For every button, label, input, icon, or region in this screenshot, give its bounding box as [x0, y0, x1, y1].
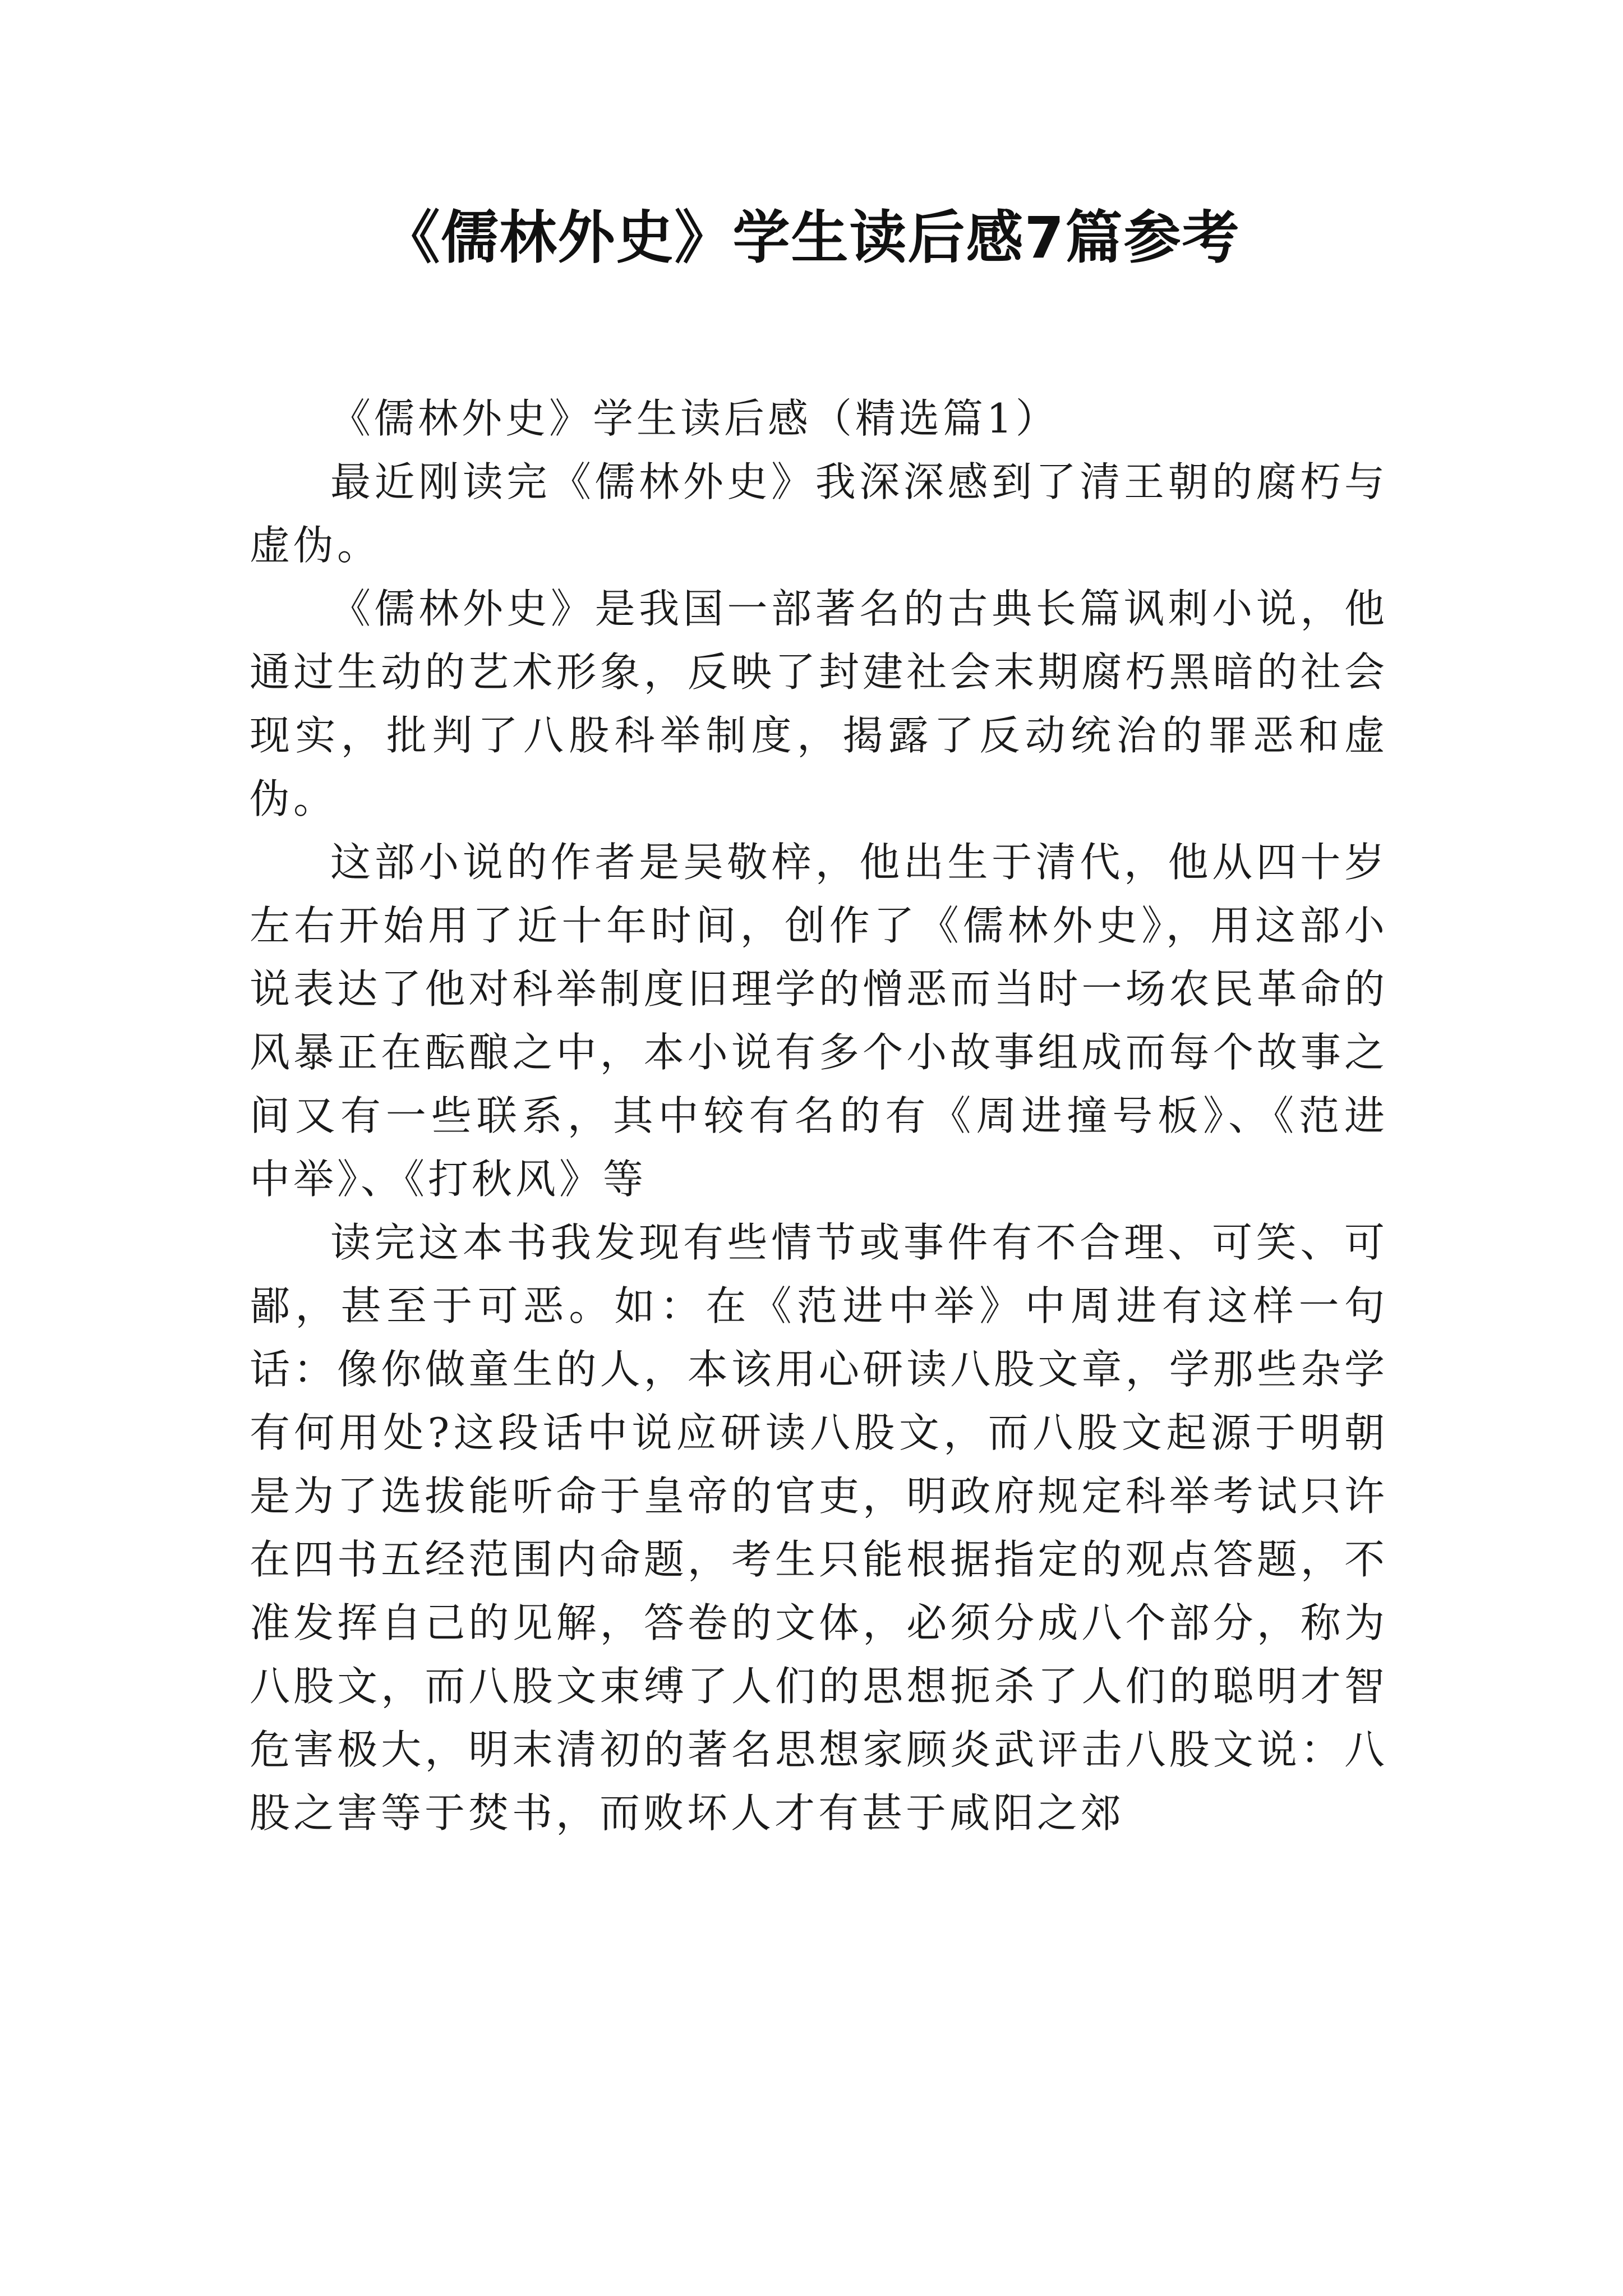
section-heading: 《儒林外史》学生读后感（精选篇1） [330, 395, 1059, 442]
paragraph: 最近刚读完《儒林外史》我深深感到了清王朝的腐朽与虚伪。 [250, 458, 1388, 569]
document-title: 《儒林外史》学生读后感7篇参考 [382, 205, 1241, 272]
paragraph: 《儒林外史》是我国一部著名的古典长篇讽刺小说，他通过生动的艺术形象，反映了封建社会末期腐朽黑暗的社会现实，批判了八股科举制度，揭露了反动统治的罪恶和虚伪。 [250, 585, 1388, 822]
document-body [250, 387, 1388, 1845]
paragraph: 读完这本书我发现有些情节或事件有不合理、可笑、可鄙，甚至于可恶。如：在《范进中举》中周进有这样一句话：像你做童生的人，本该用心研读八股文章，学那些杂学有何用处?这段话中说应研读八股文，而八股文起源于明朝是为了选拔能听命于皇帝的官吏，明政府规定科举考试只许在四书五经范围内命题，考生只能根据指定的观点答题，不准发挥自己的见解，答卷的文体，必须分成八个部分，称为八股文，而八股文束缚了人们的思想扼杀了人们的聪明才智危害极大，明末清初的著名思想家顾炎武评击八股文说：八股之害等于焚书，而败坏人才有甚于咸阳之郊 [250, 1219, 1388, 1837]
paragraph: 这部小说的作者是吴敬梓，他出生于清代，他从四十岁左右开始用了近十年时间，创作了《儒林外史》，用这部小说表达了他对科举制度旧理学的憎恶而当时一场农民革命的风暴正在酝酿之中，本小说有多个小故事组成而每个故事之间又有一些联系，其中较有名的有《周进撞号板》、《范进中举》、《打秋风》等 [250, 839, 1388, 1203]
